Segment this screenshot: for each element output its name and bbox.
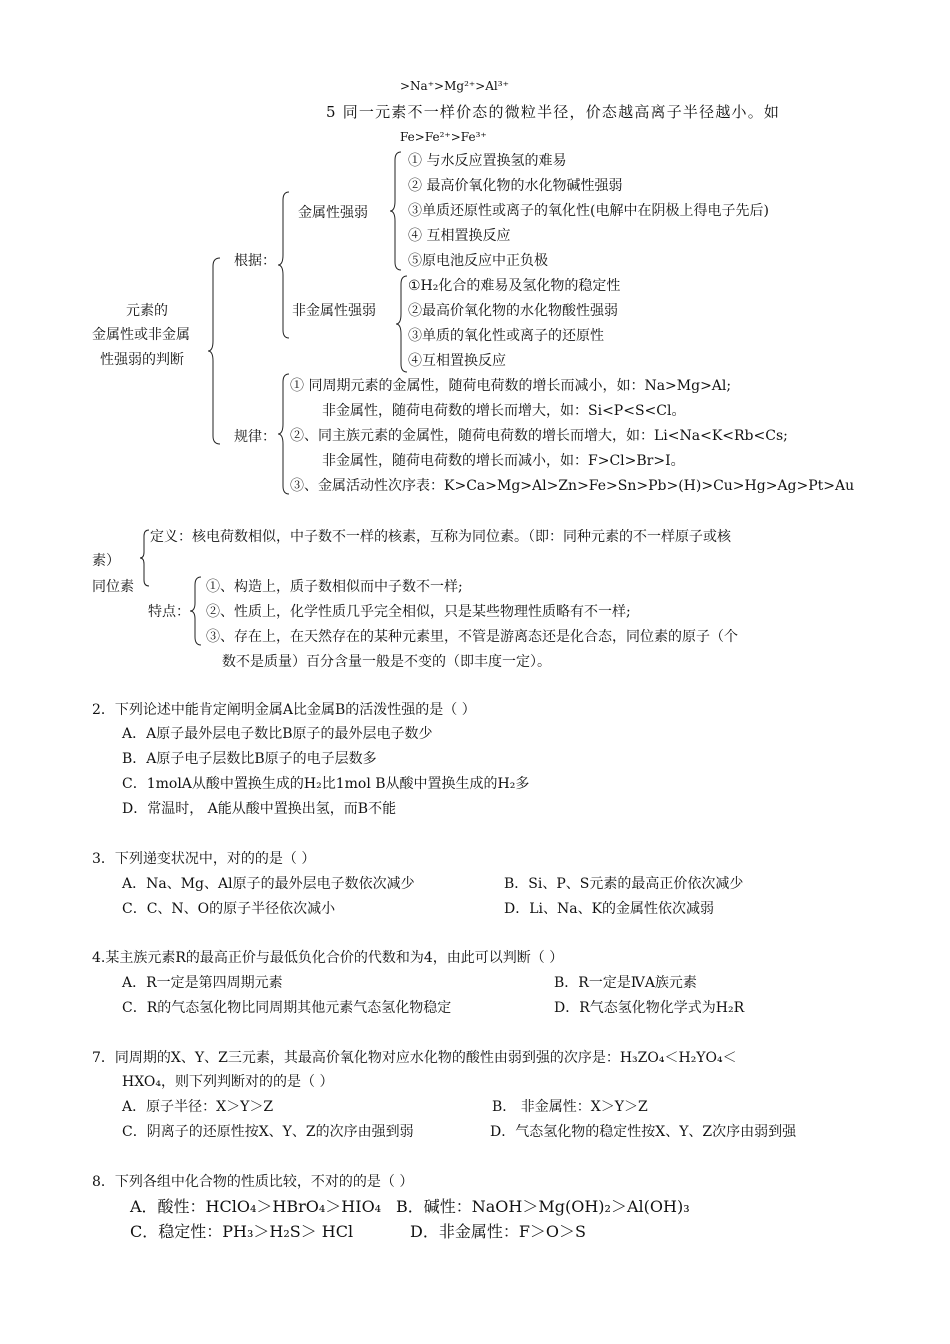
question-stem: 8．下列各组中化合物的性质比较，不对的的是（ ） (92, 1174, 414, 1190)
question-option: C．C、N、O的原子半径依次减小 (122, 901, 336, 917)
question-option: B．A原子电子层数比B原子的电子层数多 (122, 751, 377, 767)
question-option: B．R一定是ⅣA族元素 (554, 975, 697, 991)
feature-item: ②、性质上，化学性质几乎完全相似，只是某些物理性质略有不一样; (206, 604, 631, 620)
rule-label: 规律： (234, 429, 276, 445)
fe-order: Fe>Fe²⁺>Fe³⁺ (400, 130, 487, 144)
rule-item: ②、同主族元素的金属性，随荷电荷数的增长而增大，如：Li<Na<K<Rb<Cs; (290, 428, 788, 444)
radius-rule5: 5 同一元素不一样价态的微粒半径，价态越高离子半径越小。如 (326, 103, 781, 121)
metal-item: ⑤原电池反应中正负极 (408, 253, 548, 269)
features-label: 特点： (148, 604, 190, 620)
question-option: C．阴离子的还原性按X、Y、Z的次序由强到弱 (122, 1124, 414, 1140)
metal-label: 金属性强弱 (298, 205, 368, 221)
isotope-label: 同位素 (92, 579, 134, 595)
metal-item: ① 与水反应置换氢的难易 (408, 153, 567, 169)
feature-item: ①、构造上，质子数相似而中子数不一样; (206, 579, 463, 595)
isotope-definition-line2: 素） (92, 553, 120, 569)
rule-item: ① 同周期元素的金属性，随荷电荷数的增长而减小，如：Na>Mg>Al; (290, 378, 732, 394)
rule-item: 非金属性，随荷电荷数的增长而增大，如：Si<P<S<Cl。 (322, 403, 686, 419)
basis-brace (278, 190, 290, 340)
topic-brace (208, 256, 222, 446)
question-stem: 3．下列递变状况中，对的的是（ ） (92, 851, 316, 867)
nonmetal-brace (396, 274, 408, 374)
nonmetal-item: ④互相置换反应 (408, 353, 506, 369)
feature-item: 数不是质量）百分含量一般是不变的（即丰度一定）。 (222, 654, 551, 670)
basis-label: 根据： (234, 253, 276, 269)
question-option: C．R的气态氢化物比同周期其他元素气态氢化物稳定 (122, 1000, 452, 1016)
question-option: A．A原子最外层电子数比B原子的最外层电子数少 (122, 726, 433, 742)
isotope-definition-line1: 定义：核电荷数相似，中子数不一样的核素，互称为同位素。（即：同种元素的不一样原子或核 (150, 529, 731, 545)
question-option: D．R气态氢化物化学式为H₂R (554, 1000, 745, 1016)
question-option: B．Si、P、S元素的最高正价依次减少 (504, 876, 744, 892)
question-stem: 4.某主族元素R的最高正价与最低负化合价的代数和为4，由此可以判断（ ） (92, 950, 564, 966)
nonmetal-label: 非金属性强弱 (292, 303, 376, 319)
topic-line2: 金属性或非金属 (92, 327, 190, 343)
topic-line1: 元素的 (126, 303, 168, 319)
nonmetal-item: ②最高价氧化物的水化物酸性强弱 (408, 303, 618, 319)
question-option: B． 非金属性：X＞Y＞Z (492, 1099, 648, 1115)
question-option: A．Na、Mg、Al原子的最外层电子数依次减少 (122, 876, 415, 892)
metal-brace (390, 150, 402, 272)
rule-brace (278, 372, 290, 496)
rule-item: ③、金属活动性次序表：K>Ca>Mg>Al>Zn>Fe>Sn>Pb>(H)>Cu>Hg>Ag>Pt>Au (290, 478, 855, 494)
rule-item: 非金属性，随荷电荷数的增长而减小，如：F>Cl>Br>I。 (322, 453, 685, 469)
question-option: C．1molA从酸中置换生成的H₂比1mol B从酸中置换生成的H₂多 (122, 776, 530, 792)
question-option: D．Li、Na、K的金属性依次减弱 (504, 901, 715, 917)
question-option: A．酸性：HClO₄＞HBrO₄＞HIO₄ (130, 1197, 382, 1216)
question-option: B．碱性：NaOH＞Mg(OH)₂＞Al(OH)₃ (396, 1197, 690, 1216)
metal-item: ② 最高价氧化物的水化物碱性强弱 (408, 178, 623, 194)
question-stem: 2．下列论述中能肯定阐明金属A比金属B的活泼性强的是（ ） (92, 702, 476, 718)
topic-line3: 性强弱的判断 (100, 352, 184, 368)
question-stem: HXO₄，则下列判断对的的是（ ） (122, 1074, 334, 1090)
metal-item: ③单质还原性或离子的氧化性(电解中在阴极上得电子先后) (408, 203, 769, 219)
question-option: D．常温时， A能从酸中置换出氢，而B不能 (122, 801, 397, 817)
features-brace (190, 575, 202, 647)
feature-item: ③、存在上，在天然存在的某种元素里，不管是游离态还是化合态，同位素的原子（个 (206, 629, 738, 645)
question-stem: 7．同周期的X、Y、Z三元素，其最高价氧化物对应水化物的酸性由弱到强的次序是：H₃ZO₄＜H₂YO₄＜ (92, 1050, 737, 1066)
nonmetal-item: ③单质的氧化性或离子的还原性 (408, 328, 604, 344)
question-option: C．稳定性：PH₃＞H₂S＞ HCl (130, 1222, 354, 1241)
question-option: A．原子半径：X＞Y＞Z (122, 1099, 274, 1115)
nonmetal-item: ①H₂化合的难易及氢化物的稳定性 (408, 278, 621, 294)
question-option: D．非金属性：F＞O＞S (410, 1222, 587, 1241)
question-option: D．气态氢化物的稳定性按X、Y、Z次序由弱到强 (490, 1124, 797, 1140)
ion-order: >Na⁺>Mg²⁺>Al³⁺ (400, 79, 509, 93)
metal-item: ④ 互相置换反应 (408, 228, 511, 244)
question-option: A．R一定是第四周期元素 (122, 975, 283, 991)
isotope-brace (140, 528, 150, 588)
